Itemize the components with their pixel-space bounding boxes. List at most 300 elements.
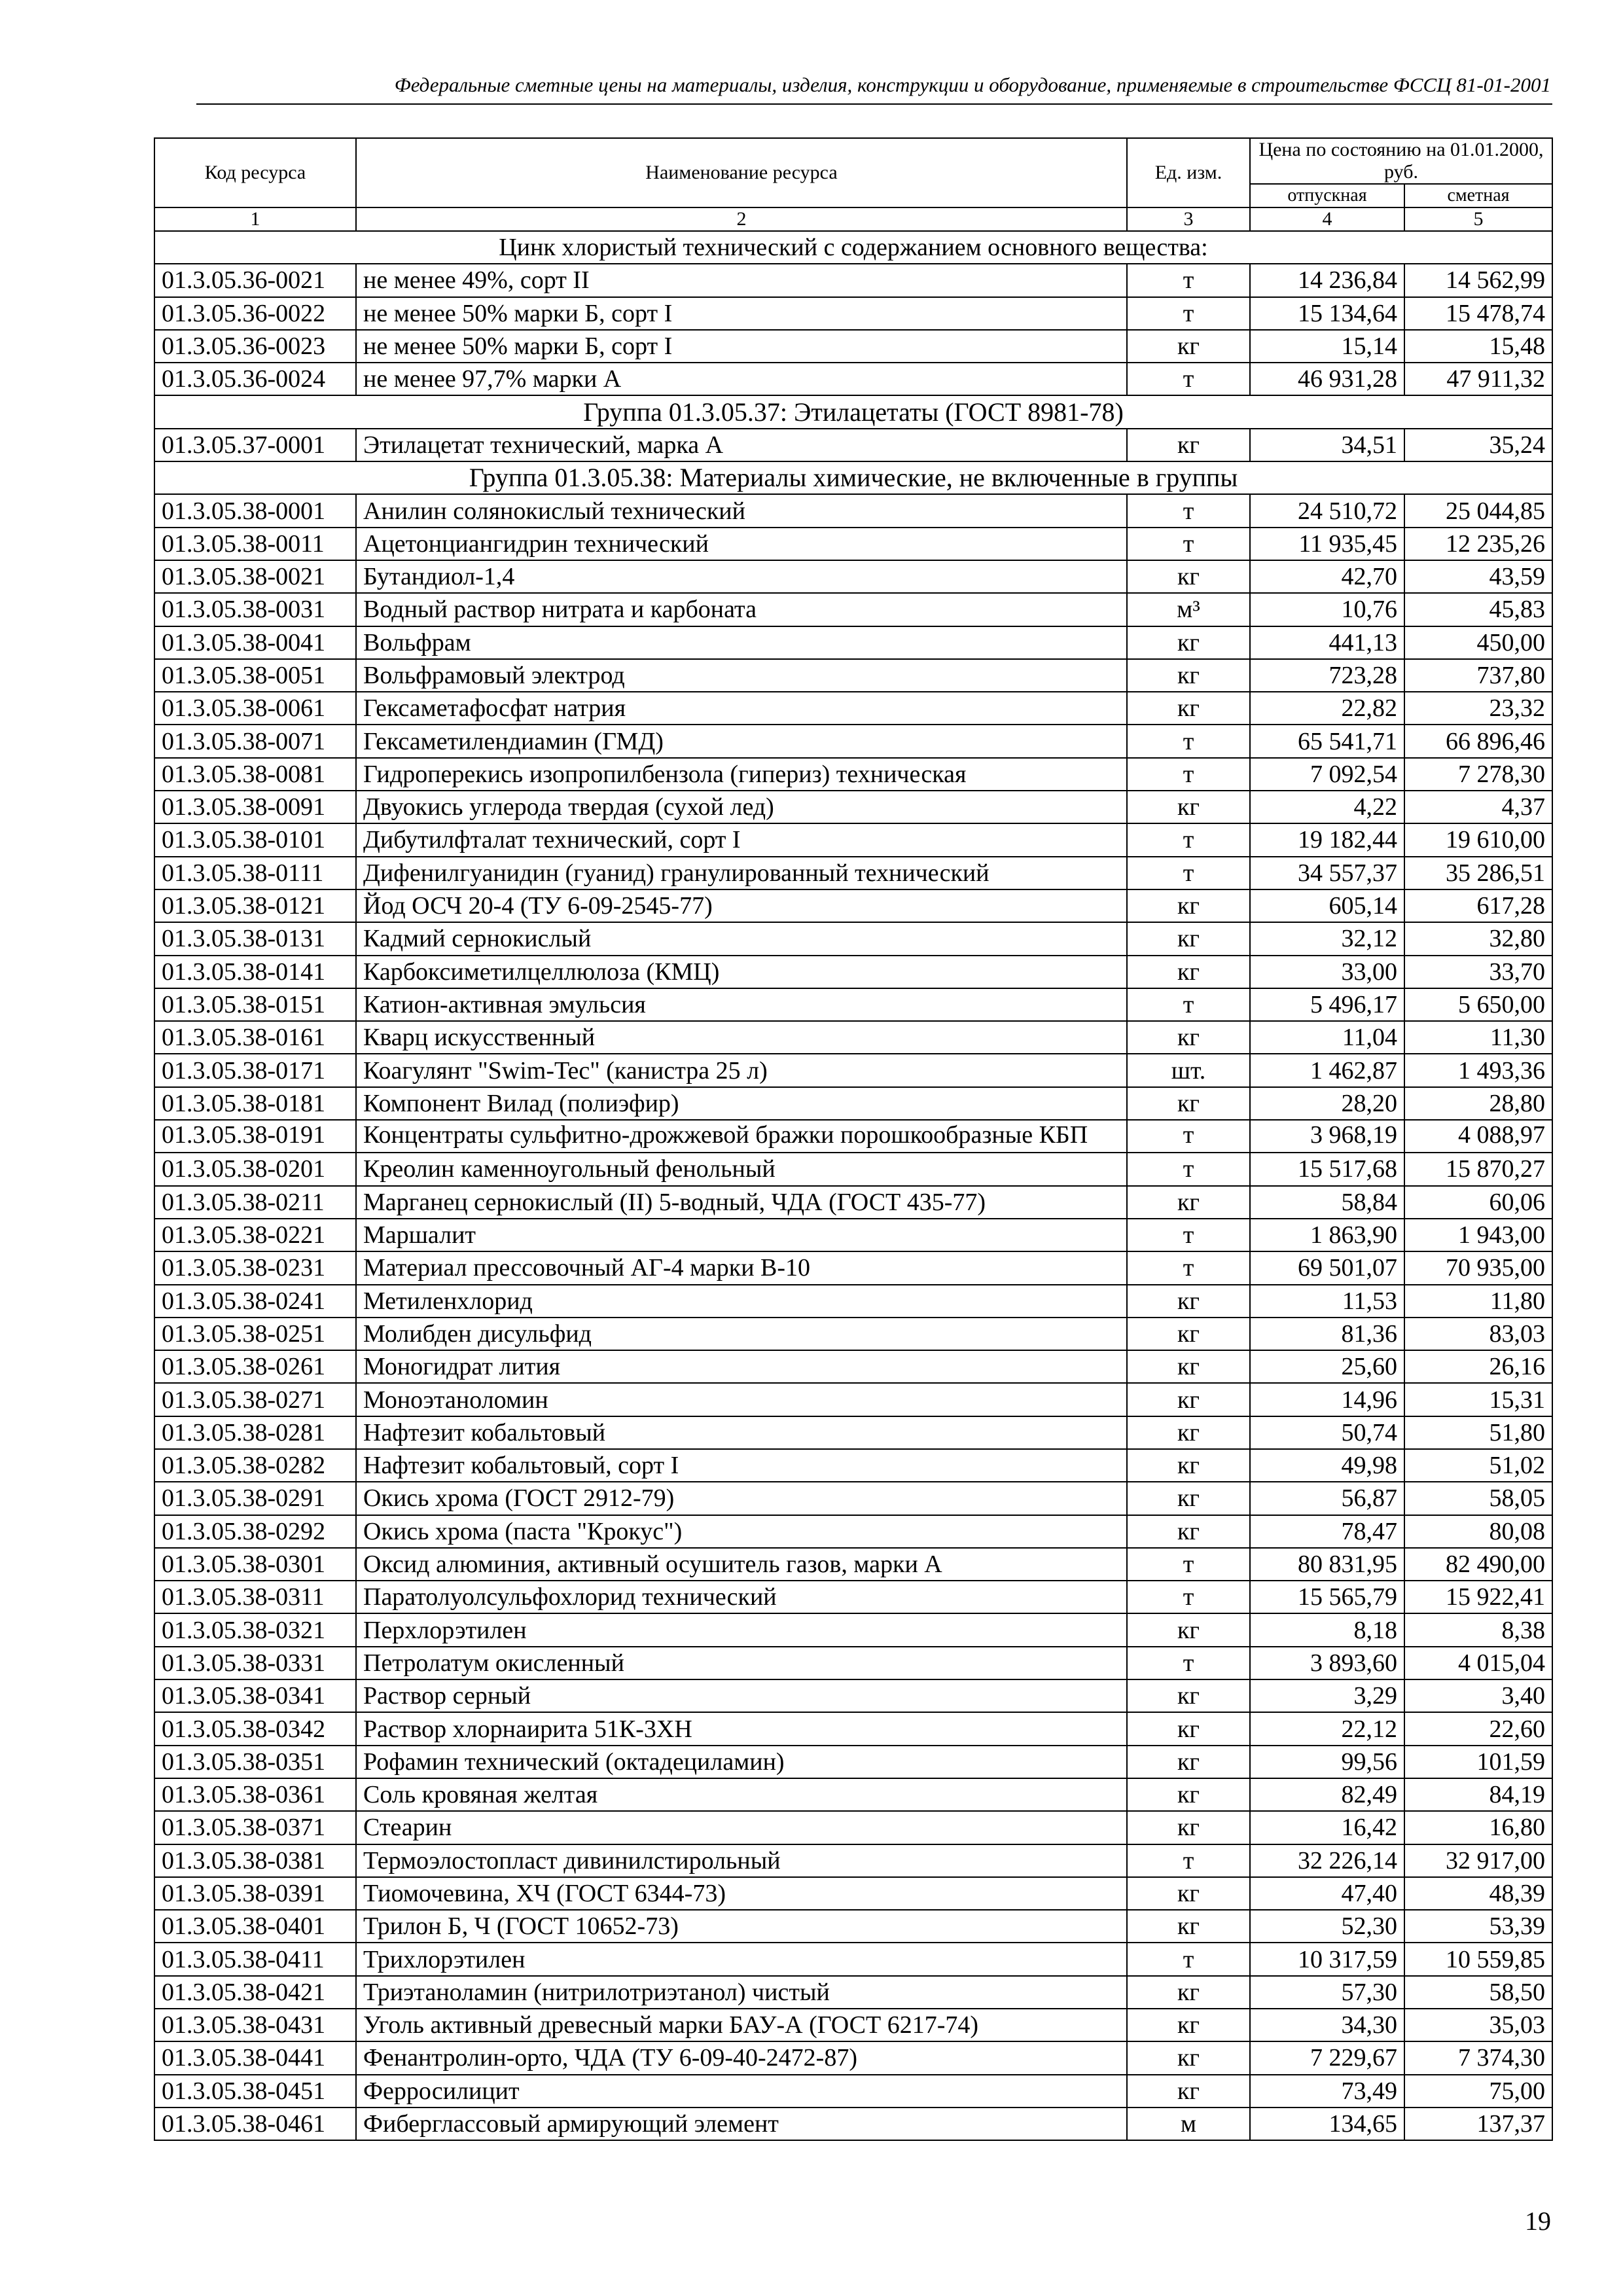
resource-name: не менее 50% марки Б, сорт I (356, 297, 1127, 330)
unit-cell: кг (1127, 2075, 1250, 2108)
resource-name: Гексаметилендиамин (ГМД) (356, 725, 1127, 757)
resource-name: Концентраты сульфитно-дрожжевой бражки порошкообразные КБП (356, 1120, 1127, 1153)
unit-cell: кг (1127, 1350, 1250, 1383)
estimate-price: 16,80 (1404, 1811, 1552, 1844)
resource-name: Этилацетат технический, марка А (356, 429, 1127, 461)
resource-code: 01.3.05.38-0391 (154, 1877, 356, 1910)
table-row (154, 1581, 1552, 1613)
unit-cell: кг (1127, 1976, 1250, 2009)
release-price: 15,14 (1250, 330, 1404, 363)
col-header-name: Наименование ресурса (356, 138, 1127, 207)
resource-name: Коагулянт "Swim-Tec" (канистра 25 л) (356, 1054, 1127, 1086)
table-row (154, 725, 1552, 757)
estimate-price: 14 562,99 (1404, 264, 1552, 296)
resource-name: Водный раствор нитрата и карбоната (356, 593, 1127, 626)
release-price: 80 831,95 (1250, 1548, 1404, 1581)
estimate-price: 1 943,00 (1404, 1219, 1552, 1251)
table-row (154, 1877, 1552, 1910)
resource-name: Фенантролин-орто, ЧДА (ТУ 6-09-40-2472-87) (356, 2041, 1127, 2074)
estimate-price: 70 935,00 (1404, 1251, 1552, 1284)
estimate-price: 83,03 (1404, 1318, 1552, 1350)
table-row (154, 1515, 1552, 1548)
resource-name: Оксид алюминия, активный осушитель газов, марки А (356, 1548, 1127, 1581)
group-row (154, 395, 1552, 428)
unit-cell: кг (1127, 659, 1250, 692)
estimate-price: 15,48 (1404, 330, 1552, 363)
release-price: 3,29 (1250, 1679, 1404, 1712)
table-row (154, 297, 1552, 330)
unit-cell: т (1127, 1844, 1250, 1877)
release-price: 4,22 (1250, 791, 1404, 823)
unit-cell: кг (1127, 692, 1250, 725)
resource-code: 01.3.05.38-0061 (154, 692, 356, 725)
estimate-price: 3,40 (1404, 1679, 1552, 1712)
table-row (154, 857, 1552, 889)
estimate-price: 450,00 (1404, 626, 1552, 659)
table-row (154, 988, 1552, 1021)
unit-cell: кг (1127, 1449, 1250, 1482)
estimate-price: 4,37 (1404, 791, 1552, 823)
estimate-price: 12 235,26 (1404, 528, 1552, 560)
unit-cell: т (1127, 1943, 1250, 1975)
table-row (154, 1120, 1552, 1153)
resource-code: 01.3.05.38-0292 (154, 1515, 356, 1548)
table-row (154, 889, 1552, 922)
release-price: 723,28 (1250, 659, 1404, 692)
release-price: 47,40 (1250, 1877, 1404, 1910)
unit-cell: кг (1127, 1910, 1250, 1943)
resource-name: Уголь активный древесный марки БАУ-А (ГОСТ 6217-74) (356, 2009, 1127, 2041)
table-row (154, 1746, 1552, 1778)
table-row (154, 560, 1552, 593)
table-row (154, 2041, 1552, 2074)
estimate-price: 26,16 (1404, 1350, 1552, 1383)
resource-name: Моногидрат лития (356, 1350, 1127, 1383)
unit-cell: кг (1127, 1877, 1250, 1910)
col-header-code: Код ресурса (154, 138, 356, 207)
resource-name: Термоэлостопласт дивинилстирольный (356, 1844, 1127, 1877)
table-row (154, 758, 1552, 791)
resource-code: 01.3.05.38-0411 (154, 1943, 356, 1975)
release-price: 3 968,19 (1250, 1120, 1404, 1153)
col-header-unit: Ед. изм. (1127, 138, 1250, 207)
release-price: 73,49 (1250, 2075, 1404, 2108)
unit-cell: кг (1127, 1186, 1250, 1219)
release-price: 82,49 (1250, 1778, 1404, 1811)
unit-cell: т (1127, 1153, 1250, 1185)
header-rule (196, 103, 1552, 105)
resource-code: 01.3.05.38-0191 (154, 1120, 356, 1153)
resource-code: 01.3.05.36-0024 (154, 363, 356, 395)
resource-name: Вольфрам (356, 626, 1127, 659)
estimate-price: 137,37 (1404, 2108, 1552, 2140)
estimate-price: 15,31 (1404, 1383, 1552, 1416)
table-row (154, 528, 1552, 560)
unit-cell: т (1127, 494, 1250, 527)
release-price: 441,13 (1250, 626, 1404, 659)
unit-cell: кг (1127, 1416, 1250, 1449)
estimate-price: 51,80 (1404, 1416, 1552, 1449)
table-row (154, 823, 1552, 856)
table-row (154, 1943, 1552, 1975)
unit-cell: кг (1127, 791, 1250, 823)
table-row (154, 956, 1552, 988)
unit-cell: т (1127, 363, 1250, 395)
estimate-price: 33,70 (1404, 956, 1552, 988)
estimate-price: 4 015,04 (1404, 1647, 1552, 1679)
section-intro-row (154, 231, 1552, 264)
resource-code: 01.3.05.38-0181 (154, 1087, 356, 1120)
table-row (154, 1219, 1552, 1251)
resource-code: 01.3.05.36-0021 (154, 264, 356, 296)
estimate-price: 22,60 (1404, 1712, 1552, 1745)
release-price: 25,60 (1250, 1350, 1404, 1383)
unit-cell: т (1127, 297, 1250, 330)
estimate-price: 25 044,85 (1404, 494, 1552, 527)
resource-code: 01.3.05.36-0023 (154, 330, 356, 363)
table-row (154, 1153, 1552, 1185)
resource-name: Катион-активная эмульсия (356, 988, 1127, 1021)
release-price: 7 092,54 (1250, 758, 1404, 791)
unit-cell: м³ (1127, 593, 1250, 626)
resource-code: 01.3.05.38-0301 (154, 1548, 356, 1581)
col-number: 1 (154, 207, 356, 231)
table-body (154, 231, 1552, 2140)
resource-name: не менее 50% марки Б, сорт I (356, 330, 1127, 363)
resource-code: 01.3.05.38-0071 (154, 725, 356, 757)
resource-name: не менее 97,7% марки А (356, 363, 1127, 395)
release-price: 1 863,90 (1250, 1219, 1404, 1251)
table-row (154, 659, 1552, 692)
resource-code: 01.3.05.38-0271 (154, 1383, 356, 1416)
estimate-price: 58,50 (1404, 1976, 1552, 2009)
col-header-release: отпускная (1250, 184, 1404, 207)
release-price: 8,18 (1250, 1613, 1404, 1646)
resource-name: Анилин солянокислый технический (356, 494, 1127, 527)
table-row (154, 1251, 1552, 1284)
table-row (154, 2009, 1552, 2041)
unit-cell: кг (1127, 1515, 1250, 1548)
release-price: 7 229,67 (1250, 2041, 1404, 2074)
unit-cell: кг (1127, 560, 1250, 593)
release-price: 22,82 (1250, 692, 1404, 725)
resource-code: 01.3.05.38-0021 (154, 560, 356, 593)
release-price: 57,30 (1250, 1976, 1404, 2009)
estimate-price: 53,39 (1404, 1910, 1552, 1943)
unit-cell: кг (1127, 1285, 1250, 1318)
estimate-price: 1 493,36 (1404, 1054, 1552, 1086)
resource-code: 01.3.05.38-0421 (154, 1976, 356, 2009)
table-row (154, 1679, 1552, 1712)
resource-code: 01.3.05.38-0331 (154, 1647, 356, 1679)
resource-code: 01.3.05.38-0291 (154, 1482, 356, 1515)
estimate-price: 32,80 (1404, 922, 1552, 955)
release-price: 34 557,37 (1250, 857, 1404, 889)
estimate-price: 48,39 (1404, 1877, 1552, 1910)
running-header: Федеральные сметные цены на материалы, изделия, конструкции и оборудование, применяемые в строительстве ФССЦ 81-01-2001 (394, 73, 1551, 96)
estimate-price: 8,38 (1404, 1613, 1552, 1646)
resource-code: 01.3.05.38-0221 (154, 1219, 356, 1251)
estimate-price: 58,05 (1404, 1482, 1552, 1515)
resource-name: Стеарин (356, 1811, 1127, 1844)
release-price: 10 317,59 (1250, 1943, 1404, 1975)
resource-name: Материал прессовочный АГ-4 марки В-10 (356, 1251, 1127, 1284)
unit-cell: кг (1127, 2041, 1250, 2074)
release-price: 32 226,14 (1250, 1844, 1404, 1877)
resource-name: Окись хрома (ГОСТ 2912-79) (356, 1482, 1127, 1515)
resource-code: 01.3.05.38-0081 (154, 758, 356, 791)
release-price: 605,14 (1250, 889, 1404, 922)
table-row (154, 494, 1552, 527)
resource-name: Трилон Б, Ч (ГОСТ 10652-73) (356, 1910, 1127, 1943)
estimate-price: 4 088,97 (1404, 1120, 1552, 1153)
table-row (154, 2108, 1552, 2140)
estimate-price: 35,24 (1404, 429, 1552, 461)
resource-name: Петролатум окисленный (356, 1647, 1127, 1679)
unit-cell: кг (1127, 1613, 1250, 1646)
resource-code: 01.3.05.38-0091 (154, 791, 356, 823)
unit-cell: кг (1127, 626, 1250, 659)
unit-cell: т (1127, 1548, 1250, 1581)
resource-name: Перхлорэтилен (356, 1613, 1127, 1646)
release-price: 34,30 (1250, 2009, 1404, 2041)
resource-code: 01.3.05.38-0171 (154, 1054, 356, 1086)
col-number: 5 (1404, 207, 1552, 231)
resource-name: Ацетонциангидрин технический (356, 528, 1127, 560)
release-price: 42,70 (1250, 560, 1404, 593)
resource-code: 01.3.05.38-0441 (154, 2041, 356, 2074)
estimate-price: 51,02 (1404, 1449, 1552, 1482)
estimate-price: 32 917,00 (1404, 1844, 1552, 1877)
resource-code: 01.3.05.38-0381 (154, 1844, 356, 1877)
col-number: 3 (1127, 207, 1250, 231)
release-price: 1 462,87 (1250, 1054, 1404, 1086)
resource-name: Креолин каменноугольный фенольный (356, 1153, 1127, 1185)
table-row (154, 1910, 1552, 1943)
table-row (154, 1318, 1552, 1350)
table-row (154, 1778, 1552, 1811)
unit-cell: т (1127, 988, 1250, 1021)
table-row (154, 1021, 1552, 1054)
release-price: 15 565,79 (1250, 1581, 1404, 1613)
resource-name: Йод ОСЧ 20-4 (ТУ 6-09-2545-77) (356, 889, 1127, 922)
col-number: 2 (356, 207, 1127, 231)
resource-code: 01.3.05.38-0161 (154, 1021, 356, 1054)
resource-code: 01.3.05.36-0022 (154, 297, 356, 330)
table-row (154, 791, 1552, 823)
release-price: 5 496,17 (1250, 988, 1404, 1021)
unit-cell: кг (1127, 2009, 1250, 2041)
resource-code: 01.3.05.38-0281 (154, 1416, 356, 1449)
table-row (154, 1383, 1552, 1416)
table-row (154, 2075, 1552, 2108)
resource-name: Дифенилгуанидин (гуанид) гранулированный технический (356, 857, 1127, 889)
resource-code: 01.3.05.38-0031 (154, 593, 356, 626)
unit-cell: кг (1127, 1712, 1250, 1745)
unit-cell: т (1127, 528, 1250, 560)
release-price: 34,51 (1250, 429, 1404, 461)
unit-cell: т (1127, 857, 1250, 889)
unit-cell: кг (1127, 1318, 1250, 1350)
resource-code: 01.3.05.38-0371 (154, 1811, 356, 1844)
resource-code: 01.3.05.38-0431 (154, 2009, 356, 2041)
resource-name: Окись хрома (паста "Крокус") (356, 1515, 1127, 1548)
resource-name: Гидроперекись изопропилбензола (гипериз) техническая (356, 758, 1127, 791)
resource-code: 01.3.05.38-0461 (154, 2108, 356, 2140)
resource-name: Компонент Вилад (полиэфир) (356, 1087, 1127, 1120)
table-row (154, 1350, 1552, 1383)
estimate-price: 23,32 (1404, 692, 1552, 725)
unit-cell: кг (1127, 1482, 1250, 1515)
estimate-price: 82 490,00 (1404, 1548, 1552, 1581)
release-price: 65 541,71 (1250, 725, 1404, 757)
resource-code: 01.3.05.38-0111 (154, 857, 356, 889)
resource-name: Раствор хлорнаирита 51К-3ХН (356, 1712, 1127, 1745)
estimate-price: 47 911,32 (1404, 363, 1552, 395)
table-row (154, 330, 1552, 363)
resource-name: Бутандиол-1,4 (356, 560, 1127, 593)
unit-cell: м (1127, 2108, 1250, 2140)
unit-cell: кг (1127, 330, 1250, 363)
table-row (154, 922, 1552, 955)
resource-code: 01.3.05.38-0151 (154, 988, 356, 1021)
unit-cell: кг (1127, 1778, 1250, 1811)
resource-code: 01.3.05.38-0311 (154, 1581, 356, 1613)
estimate-price: 75,00 (1404, 2075, 1552, 2108)
release-price: 81,36 (1250, 1318, 1404, 1350)
resource-name: Кадмий сернокислый (356, 922, 1127, 955)
resource-code: 01.3.05.38-0141 (154, 956, 356, 988)
resource-name: Тиомочевина, ХЧ (ГОСТ 6344-73) (356, 1877, 1127, 1910)
table-row (154, 1087, 1552, 1120)
resource-code: 01.3.05.38-0341 (154, 1679, 356, 1712)
resource-code: 01.3.05.38-0241 (154, 1285, 356, 1318)
release-price: 14 236,84 (1250, 264, 1404, 296)
resource-code: 01.3.05.38-0351 (154, 1746, 356, 1778)
table-row (154, 1416, 1552, 1449)
resource-name: Соль кровяная желтая (356, 1778, 1127, 1811)
release-price: 50,74 (1250, 1416, 1404, 1449)
estimate-price: 10 559,85 (1404, 1943, 1552, 1975)
release-price: 33,00 (1250, 956, 1404, 988)
estimate-price: 7 374,30 (1404, 2041, 1552, 2074)
group-title: Группа 01.3.05.37: Этилацетаты (ГОСТ 8981-78) (154, 395, 1552, 428)
unit-cell: т (1127, 1581, 1250, 1613)
release-price: 24 510,72 (1250, 494, 1404, 527)
table-row (154, 363, 1552, 395)
estimate-price: 101,59 (1404, 1746, 1552, 1778)
table-row (154, 1647, 1552, 1679)
resource-name: Раствор серный (356, 1679, 1127, 1712)
table-row (154, 1811, 1552, 1844)
release-price: 11,53 (1250, 1285, 1404, 1318)
estimate-price: 19 610,00 (1404, 823, 1552, 856)
unit-cell: т (1127, 725, 1250, 757)
resource-code: 01.3.05.38-0001 (154, 494, 356, 527)
resource-code: 01.3.05.38-0041 (154, 626, 356, 659)
unit-cell: т (1127, 1219, 1250, 1251)
estimate-price: 35,03 (1404, 2009, 1552, 2041)
release-price: 69 501,07 (1250, 1251, 1404, 1284)
estimate-price: 737,80 (1404, 659, 1552, 692)
table-row (154, 593, 1552, 626)
resource-code: 01.3.05.38-0051 (154, 659, 356, 692)
unit-cell: кг (1127, 1746, 1250, 1778)
resource-code: 01.3.05.38-0251 (154, 1318, 356, 1350)
table-row (154, 1054, 1552, 1086)
release-price: 32,12 (1250, 922, 1404, 955)
table-row (154, 1285, 1552, 1318)
unit-cell: кг (1127, 1383, 1250, 1416)
resource-name: Рофамин технический (октадециламин) (356, 1746, 1127, 1778)
resource-name: Нафтезит кобальтовый, сорт I (356, 1449, 1127, 1482)
estimate-price: 5 650,00 (1404, 988, 1552, 1021)
resource-code: 01.3.05.38-0451 (154, 2075, 356, 2108)
resource-code: 01.3.05.38-0211 (154, 1186, 356, 1219)
table-row (154, 429, 1552, 461)
table-row (154, 264, 1552, 296)
table-row (154, 1712, 1552, 1745)
resource-code: 01.3.05.38-0101 (154, 823, 356, 856)
unit-cell: т (1127, 823, 1250, 856)
estimate-price: 11,80 (1404, 1285, 1552, 1318)
resource-name: Марганец сернокислый (II) 5-водный, ЧДА (ГОСТ 435-77) (356, 1186, 1127, 1219)
resource-name: не менее 49%, сорт II (356, 264, 1127, 296)
resource-name: Моноэтаноломин (356, 1383, 1127, 1416)
release-price: 16,42 (1250, 1811, 1404, 1844)
unit-cell: кг (1127, 956, 1250, 988)
release-price: 134,65 (1250, 2108, 1404, 2140)
estimate-price: 15 870,27 (1404, 1153, 1552, 1185)
table-row (154, 1482, 1552, 1515)
release-price: 3 893,60 (1250, 1647, 1404, 1679)
table-row (154, 1449, 1552, 1482)
table-row (154, 1613, 1552, 1646)
col-header-price: Цена по состоянию на 01.01.2000, руб. (1250, 138, 1552, 184)
resource-code: 01.3.05.38-0401 (154, 1910, 356, 1943)
resource-name: Триэтаноламин (нитрилотриэтанол) чистый (356, 1976, 1127, 2009)
resource-name: Гексаметафосфат натрия (356, 692, 1127, 725)
release-price: 52,30 (1250, 1910, 1404, 1943)
group-title: Группа 01.3.05.38: Материалы химические, не включенные в группы (154, 461, 1552, 494)
group-row (154, 461, 1552, 494)
resource-code: 01.3.05.38-0282 (154, 1449, 356, 1482)
resource-code: 01.3.05.38-0321 (154, 1613, 356, 1646)
table-row (154, 626, 1552, 659)
release-price: 11,04 (1250, 1021, 1404, 1054)
release-price: 15 517,68 (1250, 1153, 1404, 1185)
resource-code: 01.3.05.38-0201 (154, 1153, 356, 1185)
resource-name: Фиберглассовый армирующий элемент (356, 2108, 1127, 2140)
unit-cell: т (1127, 264, 1250, 296)
unit-cell: кг (1127, 429, 1250, 461)
resource-name: Двуокись углерода твердая (сухой лед) (356, 791, 1127, 823)
resource-name: Кварц искусственный (356, 1021, 1127, 1054)
release-price: 49,98 (1250, 1449, 1404, 1482)
unit-cell: т (1127, 758, 1250, 791)
release-price: 46 931,28 (1250, 363, 1404, 395)
unit-cell: шт. (1127, 1054, 1250, 1086)
unit-cell: кг (1127, 922, 1250, 955)
col-number: 4 (1250, 207, 1404, 231)
table-row (154, 1976, 1552, 2009)
unit-cell: т (1127, 1120, 1250, 1153)
estimate-price: 617,28 (1404, 889, 1552, 922)
estimate-price: 43,59 (1404, 560, 1552, 593)
release-price: 56,87 (1250, 1482, 1404, 1515)
resource-code: 01.3.05.38-0131 (154, 922, 356, 955)
estimate-price: 15 922,41 (1404, 1581, 1552, 1613)
